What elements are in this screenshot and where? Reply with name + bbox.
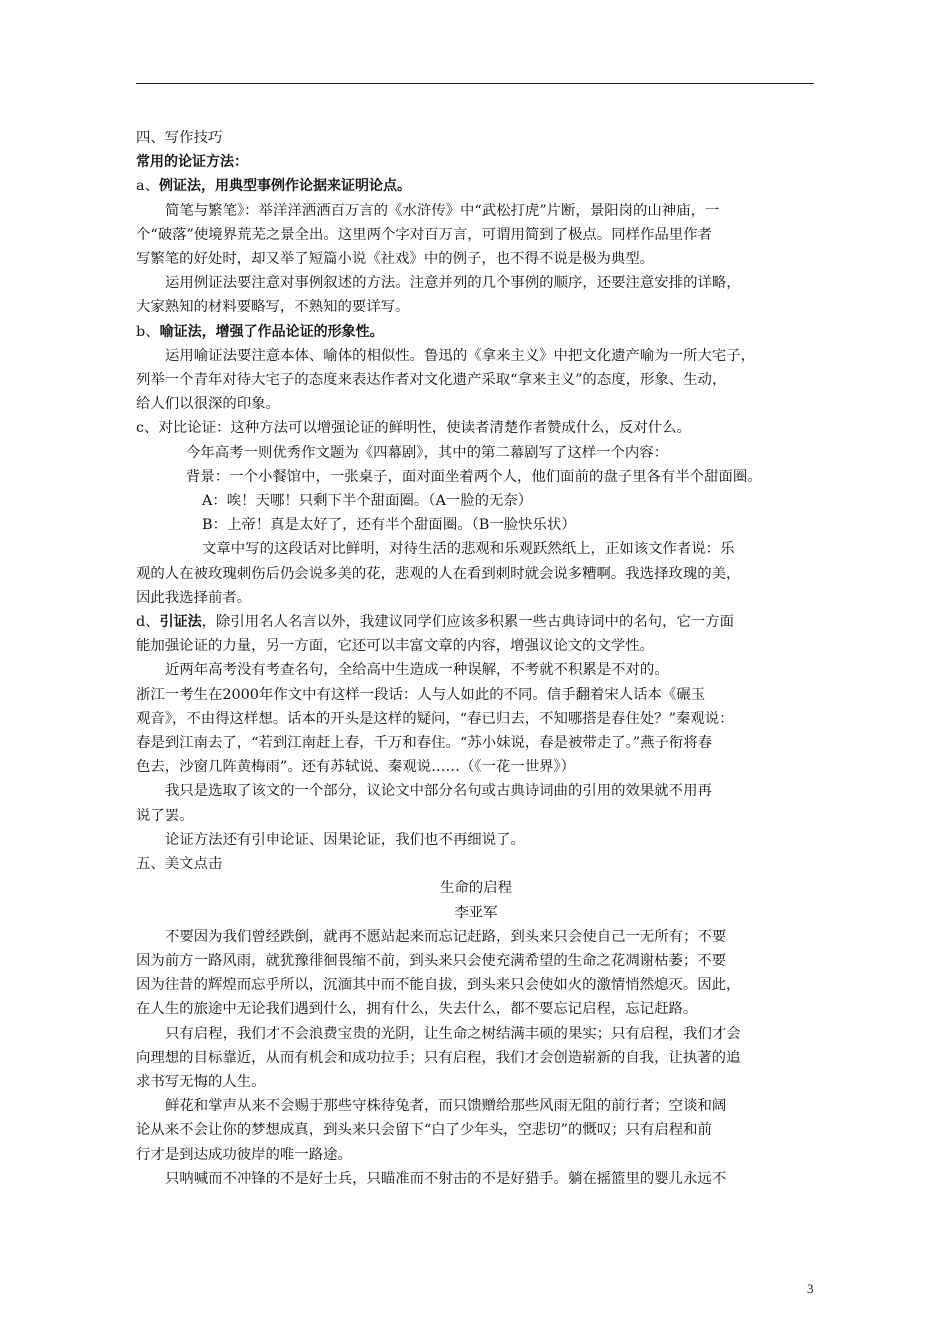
essay-line: 只呐喊而不冲锋的不是好士兵，只瞄准而不射击的不是好猎手。躺在摇篮里的婴儿永远不 — [165, 1170, 727, 1187]
section-heading-writing-skills: 四、写作技巧 — [136, 130, 223, 146]
essay-line: 求书写无悔的人生。 — [136, 1073, 266, 1090]
dialog-line: B：上帝！真是太好了，还有半个甜面圈。（B一脸快乐状） — [202, 517, 576, 534]
quote-line: 色去，沙窗几阵黄梅雨”。还有苏轼说、秦观说……（《一花一世界》） — [136, 759, 576, 776]
essay-author: 李亚军 — [454, 904, 498, 921]
paragraph-line: 大家熟知的材料要略写，不熟知的要详写。 — [136, 299, 410, 316]
quote-line: 浙江一考生在2000年作文中有这样一段话：人与人如此的不同。信手翻着宋人话本《碾玉 — [136, 686, 706, 703]
method-b-title: 喻证法，增强了作品论证的形象性。 — [159, 323, 384, 340]
paragraph-line: 个“破落”使境界荒芜之景全出。这里两个字对百万言，可谓用简到了极点。同样作品里作者 — [136, 226, 712, 243]
paragraph-line: 因此我选择前者。 — [136, 589, 252, 606]
essay-line: 向理想的目标靠近，从而有机会和成功拉手；只有启程，我们才会创造崭新的自我，让执著的追 — [136, 1049, 741, 1066]
section-heading-featured-essay: 五、美文点击 — [136, 856, 223, 873]
header-rule — [136, 83, 814, 84]
method-d-rest: ，除引用名人名言以外，我建议同学们应该多积累一些古典诗词中的名句，它一方面 — [201, 614, 735, 631]
paragraph-line: 背景：一个小餐馆中，一张桌子，面对面坐着两个人，他们面前的盘子里各有半个甜面圈。 — [186, 468, 762, 485]
method-d-title: 引证法 — [159, 614, 202, 631]
paragraph-line: 我只是选取了该文的一个部分，议论文中部分名句或古典诗词曲的引用的效果就不用再 — [165, 783, 712, 800]
essay-line: 论从来不会让你的梦想成真，到头来只会留下“白了少年头，空悲切”的慨叹；只有启程和前 — [136, 1122, 712, 1139]
method-c-line: c、对比论证：这种方法可以增强论证的鲜明性，使读者清楚作者赞成什么，反对什么。 — [136, 420, 691, 437]
essay-line: 在人生的旅途中无论我们遇到什么，拥有什么，失去什么，都不要忘记启程，忘记赶路。 — [136, 1001, 698, 1018]
paragraph-line: 写繁笔的好处时，却又举了短篇小说《社戏》中的例子，也不得不说是极为典型。 — [136, 251, 655, 268]
document-body — [136, 126, 816, 1191]
essay-line: 鲜花和掌声从来不会赐于那些守株待兔者，而只馈赠给那些风雨无阻的前行者；空谈和阔 — [165, 1098, 727, 1115]
paragraph-line: 观的人在被玫瑰刺伤后仍会说多美的花，悲观的人在看到刺时就会说多糟啊。我选择玫瑰的美， — [136, 565, 741, 582]
paragraph-line: 运用喻证法要注意本体、喻体的相似性。鲁迅的《拿来主义》中把文化遗产喻为一所大宅子， — [165, 347, 756, 364]
dialog-line: A：唉！天哪！只剩下半个甜面圈。（A一脸的无奈） — [202, 493, 533, 510]
essay-line: 因为往昔的辉煌而忘乎所以，沉湎其中而不能自拔，到头来只会使如火的激情悄然熄灭。因此， — [136, 977, 741, 994]
method-a-heading — [136, 174, 816, 198]
quote-line: 观音》，不由得这样想。话本的开头是这样的疑问，“春已归去，不知哪搭是春住处？”秦观说： — [136, 710, 734, 727]
paragraph-line: 列举一个青年对待大宅子的态度来表达作者对文化遗产采取“拿来主义”的态度，形象、生动， — [136, 372, 727, 389]
method-a-title: 例证法，用典型事例作论据来证明论点。 — [158, 178, 411, 195]
method-d-prefix: d、 — [136, 614, 160, 631]
quote-line: 春是到江南去了，“若到江南赶上春，千万和春住。“苏小妹说，春是被带走了。”燕子衔将春 — [136, 735, 713, 752]
paragraph-line: 运用例证法要注意对事例叙述的方法。注意并列的几个事例的顺序，还要注意安排的详略， — [165, 275, 741, 292]
method-a-prefix: a、 — [136, 178, 159, 195]
paragraph-line: 能加强论证的力量，另一方面，它还可以丰富文章的内容，增强议论文的文学性。 — [136, 638, 655, 655]
method-b-prefix: b、 — [136, 323, 160, 340]
subheading-argument-methods: 常用的论证方法： — [136, 154, 248, 171]
paragraph-line: 文章中写的这段话对比鲜明，对待生活的悲观和乐观跃然纸上，正如该文作者说：乐 — [202, 541, 735, 558]
paragraph-line: 给人们以很深的印象。 — [136, 396, 280, 413]
essay-title: 生命的启程 — [440, 880, 512, 897]
essay-line: 只有启程，我们才不会浪费宝贵的光阴，让生命之树结满丰硕的果实；只有启程，我们才会 — [165, 1025, 741, 1042]
paragraph-line: 说了罢。 — [136, 807, 194, 824]
essay-line: 行才是到达成功彼岸的唯一路途。 — [136, 1146, 352, 1163]
paragraph-line: 简笔与繁笔》：举洋洋洒洒百万言的《水浒传》中“武松打虎”片断，景阳岗的山神庙，一 — [165, 202, 720, 219]
method-b-heading — [136, 320, 816, 344]
essay-line: 因为前方一路风雨，就犹豫徘徊畏缩不前，到头来只会使充满希望的生命之花凋谢枯萎；不要 — [136, 952, 727, 969]
paragraph-line: 论证方法还有引申论证、因果论证，我们也不再细说了。 — [165, 831, 525, 848]
essay-line: 不要因为我们曾经跌倒，就再不愿站起来而忘记赶路，到头来只会使自己一无所有；不要 — [165, 928, 727, 945]
method-d-heading — [136, 610, 816, 634]
paragraph-line: 近两年高考没有考查名句，全给高中生造成一种误解，不考就不积累是不对的。 — [165, 662, 669, 679]
page-number: 3 — [807, 1281, 814, 1296]
paragraph-line: 今年高考一则优秀作文题为《四幕剧》，其中的第二幕剧写了这样一个内容： — [186, 444, 669, 461]
